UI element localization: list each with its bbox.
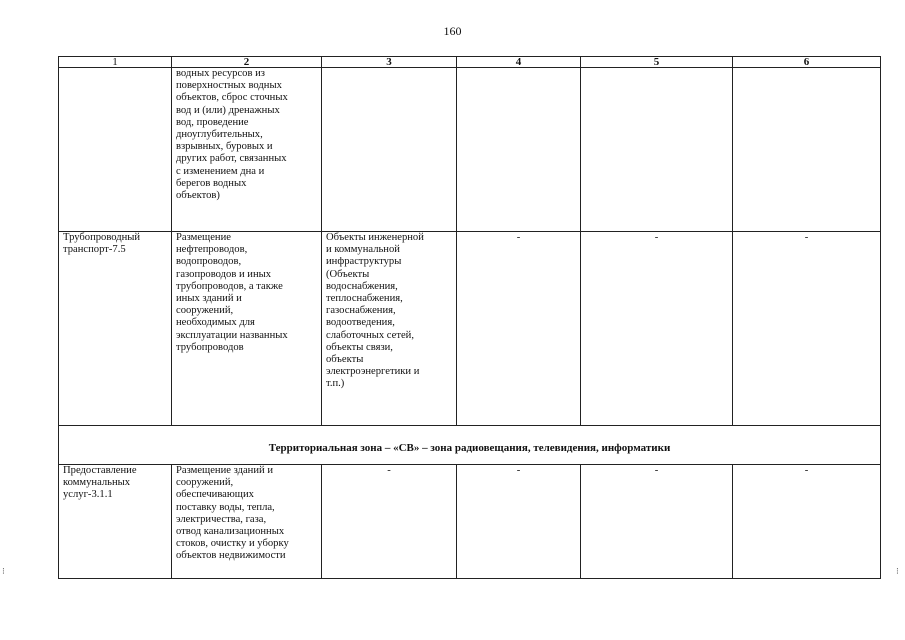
zone-heading-row — [59, 426, 881, 465]
column-number-1: 1 — [59, 57, 172, 68]
cell-col-4: - — [457, 232, 581, 426]
column-number-4: 4 — [457, 57, 581, 68]
scan-margin-mark-left: ⁝ — [2, 566, 5, 576]
cell-col-5 — [581, 68, 733, 232]
column-number-5: 5 — [581, 57, 733, 68]
cell-col-6: - — [733, 465, 881, 579]
cell-capital-objects: Объекты инженерной и коммунальной инфраструктуры (Объекты водоснабжения, теплоснабжения, газоснабжения, водоотведения, слаботочных сетей, объекты связи, объекты электроэнергетики и т.п.) — [322, 232, 457, 426]
column-number-6: 6 — [733, 57, 881, 68]
cell-col-6 — [733, 68, 881, 232]
table-row-utility-services — [59, 465, 881, 579]
cell-capital-objects — [322, 68, 457, 232]
cell-col-4: - — [457, 465, 581, 579]
cell-col-4 — [457, 68, 581, 232]
scan-margin-mark-right: ⁝ — [896, 566, 899, 576]
cell-use-type: Предоставление коммунальных услуг-3.1.1 — [59, 465, 172, 579]
column-number-2: 2 — [172, 57, 322, 68]
table-row-continuation — [59, 68, 881, 232]
cell-col-6: - — [733, 232, 881, 426]
page-number: 160 — [443, 24, 462, 38]
cell-col-5: - — [581, 232, 733, 426]
cell-use-type: Трубопроводный транспорт-7.5 — [59, 232, 172, 426]
cell-capital-objects: - — [322, 465, 457, 579]
column-number-3: 3 — [322, 57, 457, 68]
regulations-table — [58, 56, 881, 579]
cell-col-5: - — [581, 465, 733, 579]
cell-use-description: Размещение нефтепроводов, водопроводов, газопроводов и иных трубопроводов, а также иных зданий и сооружений, необходимых для эксплуатации названных трубопроводов — [172, 232, 322, 426]
cell-use-description: Размещение зданий и сооружений, обеспечивающих поставку воды, тепла, электричества, газа, отвод канализационных стоков, очистку и уборку объектов недвижимости — [172, 465, 322, 579]
cell-use-description: водных ресурсов из поверхностных водных объектов, сброс сточных вод и (или) дренажных вод, проведение дноуглубительных, взрывных, буровых и других работ, связанных с изменением дна и берегов водных объектов) — [172, 68, 322, 232]
table-row-pipeline-transport — [59, 232, 881, 426]
cell-use-type — [59, 68, 172, 232]
zone-heading: Территориальная зона – «СВ» – зона радиовещания, телевидения, информатики — [59, 426, 881, 465]
column-number-row — [59, 57, 881, 68]
